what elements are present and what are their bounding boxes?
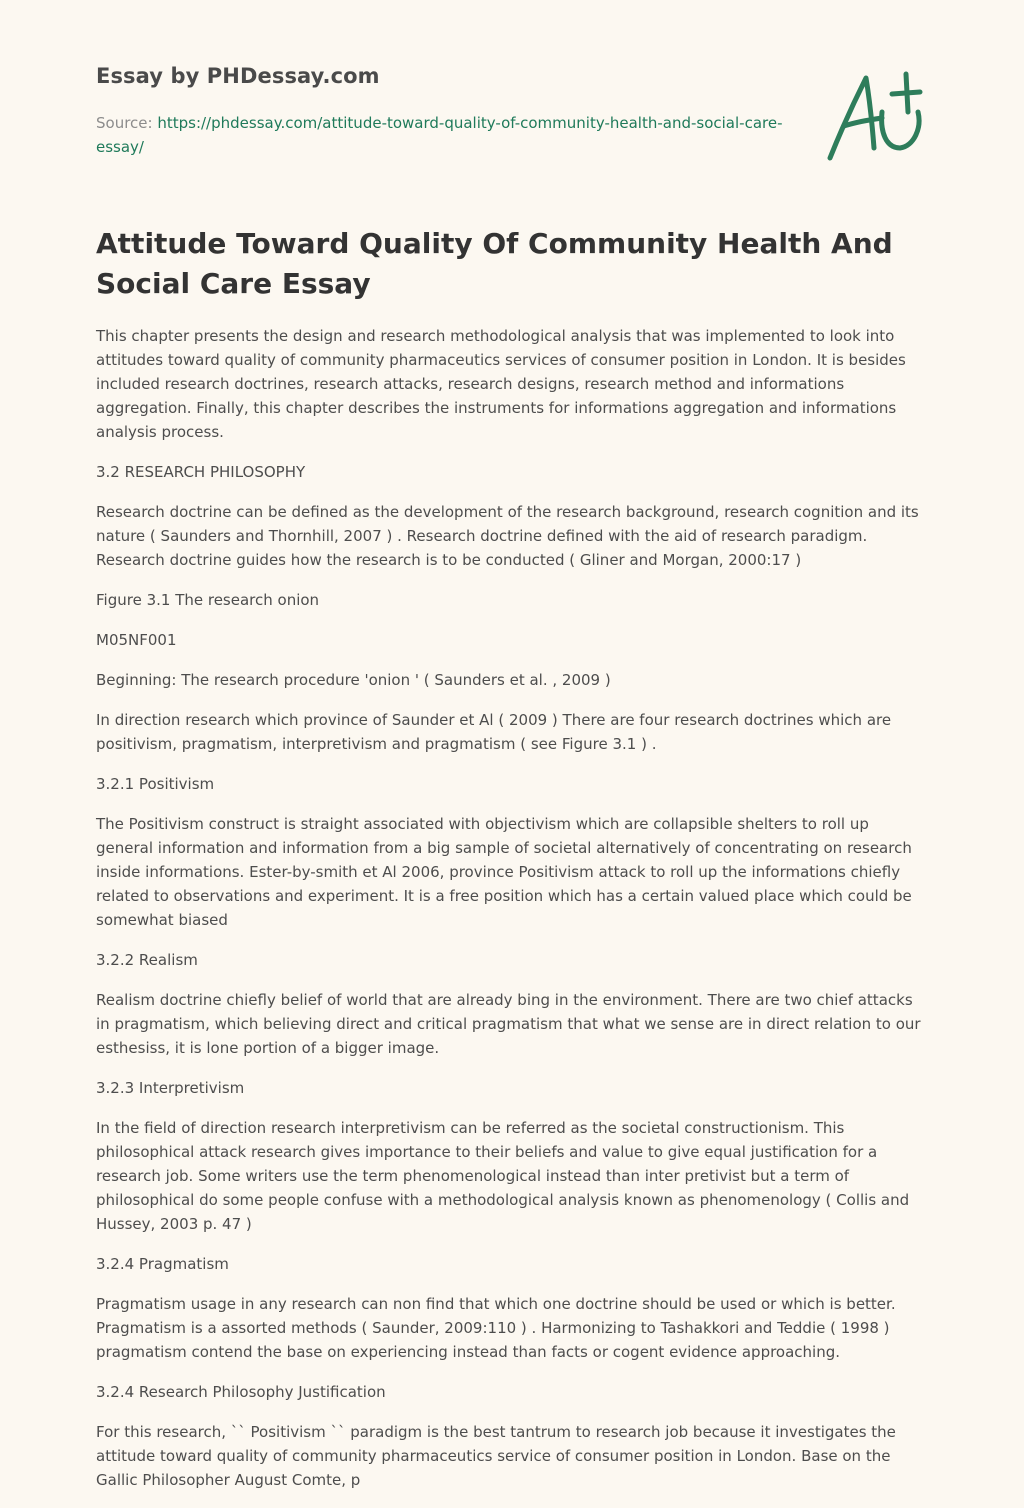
essay-body	[96, 324, 928, 1508]
source-line	[96, 111, 786, 159]
essay-paragraph: Beginning: The research procedure 'onion ' ( Saunders et al. , 2009 )	[96, 671, 611, 689]
essay-title: Attitude Toward Quality Of Community Health And Social Care Essay	[96, 227, 893, 300]
essay-paragraph: This chapter presents the design and research methodological analysis that was implemented to look into attitudes toward quality of community pharmaceutics services of consumer position in London. It is besides included research doctrines, research attacks, research designs, research method and informations aggregation. Finally, this chapter describes the instruments for informations aggregation and informations analysis process.	[96, 327, 906, 441]
site-title: Essay by PHDessay.com	[96, 64, 380, 88]
essay-paragraph: M05NF001	[96, 631, 177, 649]
essay-paragraph: 3.2.1 Positivism	[96, 775, 215, 793]
source-link[interactable]: https://phdessay.com/attitude-toward-quality-of-community-health-and-social-care-essay/	[96, 114, 783, 156]
essay-paragraph: For this research, `` Positivism `` paradigm is the best tantrum to research job because it investigates the attitude toward quality of community pharmaceutics service of consumer position in London. Base on the Gallic Philosopher August Comte, p	[96, 1423, 896, 1489]
essay-paragraph: 3.2.4 Research Philosophy Justification	[96, 1383, 386, 1401]
essay-paragraph: 3.2 RESEARCH PHILOSOPHY	[96, 463, 306, 481]
essay-paragraph: Realism doctrine chiefly belief of world that are already bing in the environment. There are two chief attacks in pragmatism, which believing direct and critical pragmatism that what we sense are in direct relation to our esthesiss, it is lone portion of a bigger image.	[96, 991, 921, 1057]
essay-paragraph: Research doctrine can be defined as the development of the research background, research cognition and its nature ( Saunders and Thornhill, 2007 ) . Research doctrine defined with the aid of research paradigm. Research doctrine guides how the research is to be conducted ( Gliner and Morgan, 2000:17 )	[96, 503, 919, 569]
essay-paragraph: In direction research which province of Saunder et Al ( 2009 ) There are four research doctrines which are positivism, pragmatism, interpretivism and pragmatism ( see Figure 3.1 ) .	[96, 711, 892, 753]
essay-paragraph: Figure 3.1 The research onion	[96, 591, 320, 609]
essay-paragraph: The Positivism construct is straight associated with objectivism which are collapsible shelters to roll up general information and information from a big sample of societal alternatively of concentrating on research inside informations. Ester-by-smith et Al 2006, province Positivism attack to roll up the informations chiefly related to observations and experiment. It is a free position which has a certain valued place which could be somewhat biased	[96, 815, 912, 929]
a-plus-icon	[822, 66, 932, 166]
essay-paragraph: 3.2.3 Interpretivism	[96, 1079, 245, 1097]
essay-paragraph: 3.2.4 Pragmatism	[96, 1255, 229, 1273]
essay-paragraph: 3.2.2 Realism	[96, 951, 198, 969]
essay-paragraph: In the field of direction research interpretivism can be referred as the societal constructionism. This philosophical attack research gives importance to their beliefs and value to give equal justification for a research job. Some writers use the term phenomenological instead than inter pretivist but a term of philosophical do some people confuse with a methodological analysis known as phenomenology ( Collis and Hussey, 2003 p. 47 )	[96, 1119, 910, 1233]
essay-paragraph: Pragmatism usage in any research can non find that which one doctrine should be used or which is better. Pragmatism is a assorted methods ( Saunder, 2009:110 ) . Harmonizing to Tashakkori and Teddie ( 1998 ) pragmatism contend the base on experiencing instead than facts or cogent evidence approaching.	[96, 1295, 896, 1361]
source-label: Source:	[96, 114, 158, 132]
